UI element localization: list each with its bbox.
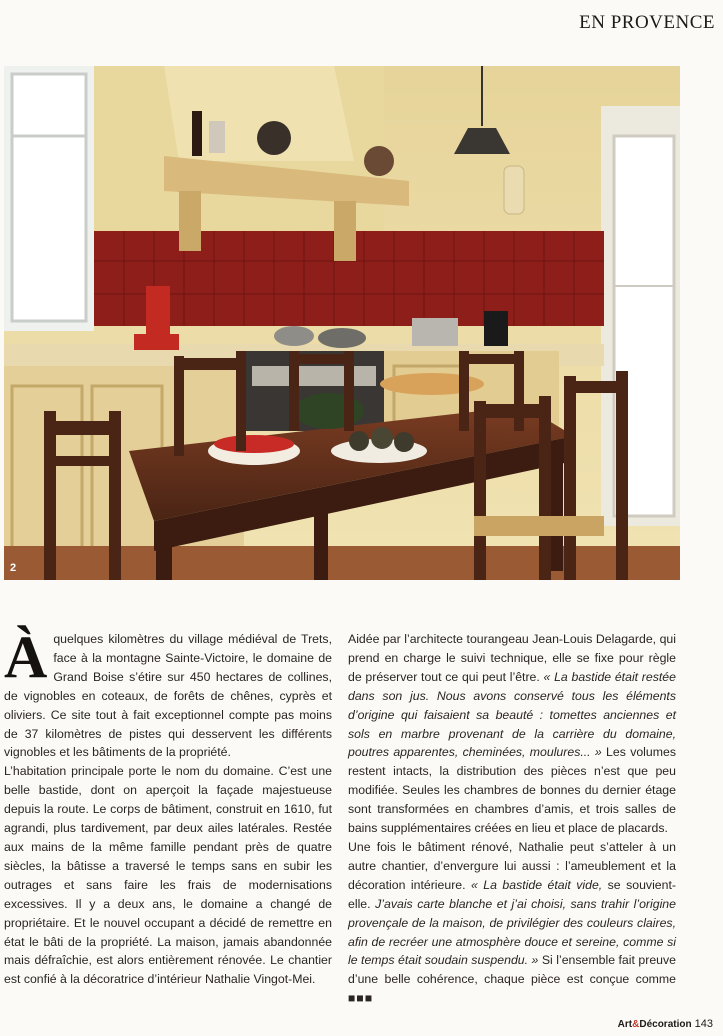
paragraph-text: quelques kilomètres du village médiéval de Trets, face à la montagne Sainte-Victoire, le domaine de Grand Boise s’étire sur 450 hectares de collines, de vignobles en coteaux, de forêts de chênes, cyprès et oliviers. Ce site tout à fait exceptionnel compte pas moins de 37 kilomètres de pistes qui desservent les différents vignobles et les bâtiments de la propriété. [4,632,332,760]
paragraph-text: Une fois le bâtiment rénové, Nathalie peut s’atteler à un autre chantier, d’envergure lui aussi : l’ameublement et la décoration intérieure. [348,839,676,892]
page-footer [618,1018,713,1030]
paragraph-text: Les volumes restent intacts, la distribution des pièces n’est que peu modifiée. Seules les chambres de bonnes du dernier étage sont transformées en chambres d’amis, et trois salles de bains supplémentaires créées en lieu et place de placards. [348,745,676,836]
quote-text: « La bastide était vide, [471,877,603,892]
article-paragraph [348,838,676,1008]
paragraph-text: se souvient-elle. [348,877,676,911]
article-paragraph [4,624,332,762]
drop-cap: À [4,624,48,690]
article-column-left [4,624,332,989]
paragraph-text: Si l’ensemble fait preuve d’une belle cohérence, chaque pièce est conçue comme [348,953,676,987]
kitchen-photo [4,66,680,580]
paragraph-text: Aidée par l’architecte tourangeau Jean-Louis Delagarde, qui prend en charge le suivi technique, elle se fixe pour règle de préserver tout ce qui peut l’être. [348,632,676,684]
continued-marker: ■■■ [348,991,374,1006]
magazine-brand: Art&Décoration [617,1019,692,1030]
page-number: 143 [694,1018,713,1030]
section-label: EN PROVENCE [579,12,715,33]
quote-text: « La bastide était restée dans son jus. Nous avons conservé tous les éléments d’origine qui faisaient sa beauté : tomettes anciennes et sols en marbre provenant de la carrière du domaine, poutres apparentes, cheminées, moulures... » [348,669,676,760]
photo-number: 2 [10,562,17,574]
article-column-right [348,630,676,1008]
article-paragraph: L’habitation principale porte le nom du domaine. C’est une belle bastide, dont on aperçoit la façade majestueuse depuis la route. Le corps de bâtiment, construit en 1610, fut agrandi, plus tardivement, par deux ailes latérales. Restée aux mains de la même famille pendant près de quatre siècles, la bâtisse a traversé le temps sans en subir les outrages et sans faire les frais de modernisations excessives. Il y a deux ans, le domaine a changé de propriétaire. Et le nouvel occupant a décidé de remettre en état le bâti de la propriété. La maison, jamais abandonnée mais défraîchie, est alors entièrement rénovée. Le chantier est confié à la décoratrice d’intérieur Nathalie Vingot-Mei. [4,764,332,987]
quote-text: J’avais carte blanche et j’ai choisi, sans trahir l’origine provençale de la maison, de privilégier des couleurs claires, afin de recréer une atmosphère douce et sereine, comme si le temps était soudain suspendu. » [348,896,676,968]
article-paragraph [348,630,676,838]
